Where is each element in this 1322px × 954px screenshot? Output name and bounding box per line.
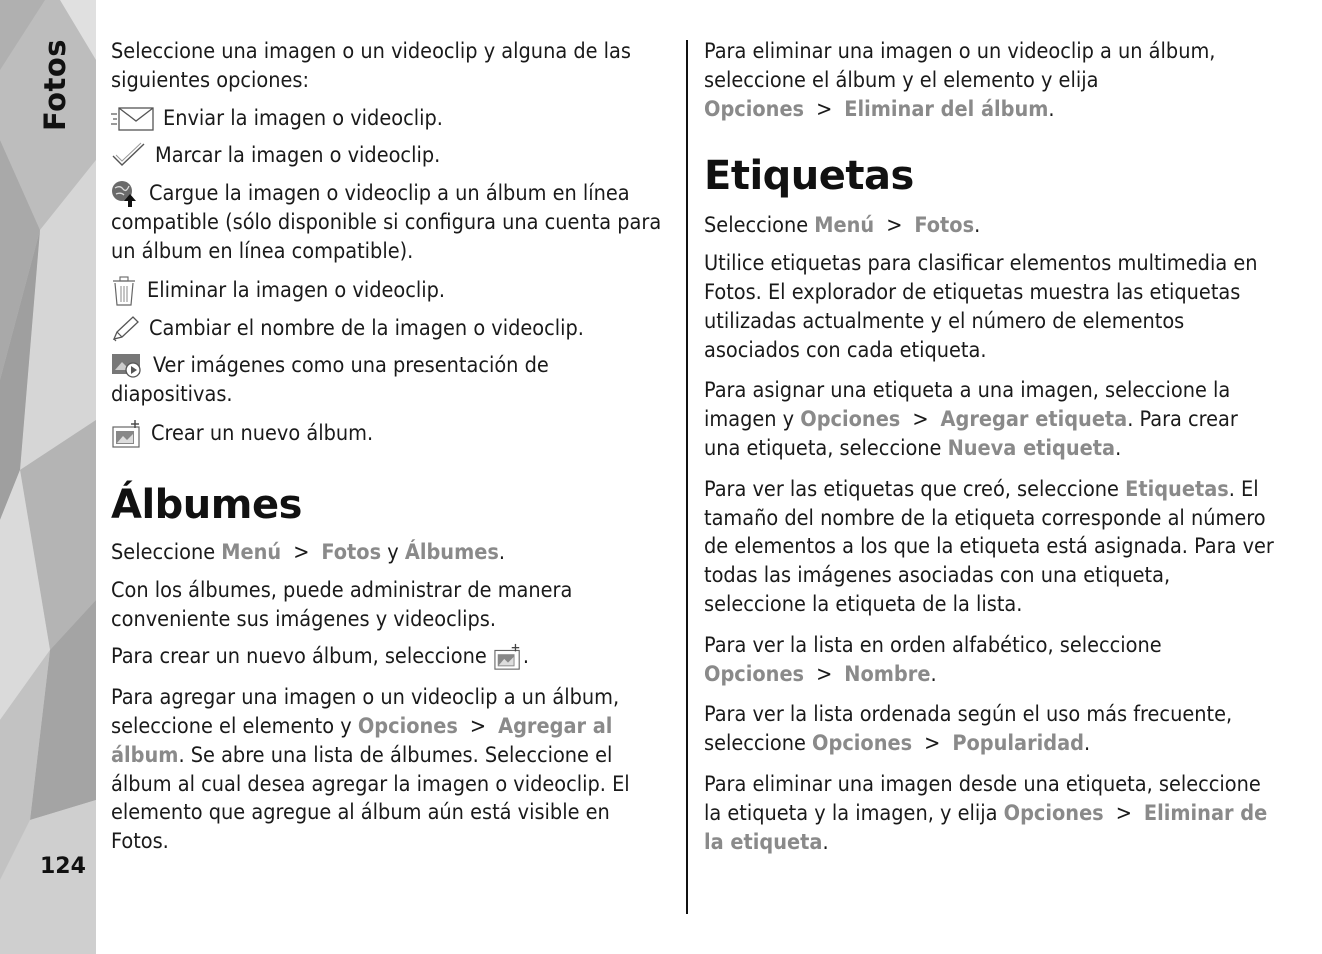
page-number: 124 <box>40 854 86 879</box>
sidebar-pattern <box>0 0 96 954</box>
link-agregar-al-album[interactable]: Agregar al álbum <box>111 713 613 768</box>
popularity-instruction <box>704 701 1274 759</box>
link-opciones[interactable]: Opciones <box>1003 800 1104 826</box>
text-run: . <box>1115 435 1122 461</box>
new-album-icon <box>493 643 523 671</box>
text-run: Para ver la lista ordenada según el uso más frecuente, seleccione <box>704 702 1233 757</box>
text-run: . <box>498 539 506 565</box>
remove-from-album-instruction <box>704 38 1274 124</box>
new-album-icon <box>111 419 143 449</box>
text-run: . <box>822 829 829 855</box>
path-separator: > <box>924 731 941 757</box>
trash-icon <box>111 276 139 306</box>
remove-tag-instruction <box>704 771 1274 857</box>
text-run: Para agregar una imagen o un videoclip a un álbum, seleccione el elemento y <box>111 685 620 739</box>
option-rename-text: Cambiar el nombre de la imagen o videoclip. <box>149 315 584 341</box>
option-send <box>111 105 671 134</box>
text-run: Para ver las etiquetas que creó, seleccione <box>704 476 1126 502</box>
albumes-description: Con los álbumes, puede administrar de manera conveniente sus imágenes y videoclips. <box>111 577 573 632</box>
link-nombre[interactable]: Nombre <box>844 661 931 687</box>
alphabetical-instruction <box>704 632 1274 690</box>
path-separator: > <box>816 661 833 687</box>
albumes-heading: Álbumes <box>111 481 302 528</box>
text-run: Para crear un nuevo álbum, seleccione <box>111 644 493 670</box>
globe-upload-icon <box>111 180 141 208</box>
view-tags-instruction <box>704 476 1274 620</box>
option-upload-text: Cargue la imagen o videoclip a un álbum en línea compatible (sólo disponible si configura una cuenta para un álbum en línea compatible). <box>111 181 662 264</box>
option-delete-text: Eliminar la imagen o videoclip. <box>147 277 446 303</box>
right-column <box>704 38 1274 866</box>
left-column <box>111 38 671 866</box>
etiquetas-heading: Etiquetas <box>704 153 914 200</box>
text-run: . <box>974 213 981 239</box>
assign-tag-instruction <box>704 377 1274 463</box>
option-new-album <box>111 419 671 449</box>
option-delete <box>111 276 671 306</box>
option-mark-text: Marcar la imagen o videoclip. <box>155 143 441 169</box>
option-mark <box>111 142 671 171</box>
slideshow-icon <box>111 352 145 380</box>
link-opciones[interactable]: Opciones <box>812 731 913 757</box>
option-slideshow <box>111 352 671 410</box>
link-nueva-etiqueta[interactable]: Nueva etiqueta <box>947 435 1116 461</box>
envelope-icon <box>111 105 155 133</box>
link-agregar-etiqueta[interactable]: Agregar etiqueta <box>940 407 1128 433</box>
text-run: Seleccione <box>111 539 222 565</box>
link-fotos[interactable]: Fotos <box>321 539 382 565</box>
etiquetas-nav-path <box>704 212 1274 241</box>
albumes-create-instruction <box>111 643 671 672</box>
text-run: Para ver la lista en orden alfabético, seleccione <box>704 632 1162 658</box>
link-fotos[interactable]: Fotos <box>914 213 975 239</box>
section-title: Fotos <box>38 38 73 132</box>
path-separator: > <box>816 96 833 122</box>
link-opciones[interactable]: Opciones <box>357 713 458 739</box>
text-run: Para eliminar una imagen o un videoclip a un álbum, seleccione el álbum y el elemento y elija <box>704 39 1216 93</box>
column-divider <box>686 40 688 914</box>
link-menu[interactable]: Menú <box>814 213 875 239</box>
link-popularidad[interactable]: Popularidad <box>952 731 1085 757</box>
text-run: . <box>1048 96 1055 122</box>
option-rename <box>111 315 671 344</box>
option-slideshow-text: Ver imágenes como una presentación de diapositivas. <box>111 353 549 408</box>
text-run: . Para crear una etiqueta, seleccione <box>704 407 1238 461</box>
path-separator: > <box>912 407 929 433</box>
path-separator: > <box>293 539 310 565</box>
pencil-icon <box>111 315 141 343</box>
text-run: . Se abre una lista de álbumes. Seleccione el álbum al cual desea agregar la imagen o videoclip. El elemento que agregue al álbum aún está visible en Fotos. <box>111 742 630 855</box>
intro-text: Seleccione una imagen o un videoclip y alguna de las siguientes opciones: <box>111 39 631 93</box>
link-opciones[interactable]: Opciones <box>704 96 805 122</box>
path-separator: > <box>469 713 487 739</box>
text-run: . <box>930 661 937 687</box>
option-new-album-text: Crear un nuevo álbum. <box>151 420 374 446</box>
sidebar-band <box>0 0 96 954</box>
link-eliminar-del-album[interactable]: Eliminar del álbum <box>844 96 1049 122</box>
text-run: Para eliminar una imagen desde una etiqueta, seleccione la etiqueta y la imagen, y elija <box>704 771 1261 826</box>
link-etiquetas[interactable]: Etiquetas <box>1125 476 1229 502</box>
link-opciones[interactable]: Opciones <box>800 407 901 433</box>
text-run: . <box>1084 731 1091 757</box>
path-separator: > <box>886 213 903 239</box>
text-run: Seleccione <box>704 213 815 239</box>
text-run: Para asignar una etiqueta a una imagen, seleccione la imagen y <box>704 378 1231 433</box>
link-menu[interactable]: Menú <box>221 539 282 565</box>
option-send-text: Enviar la imagen o videoclip. <box>163 105 443 131</box>
text-run: y <box>381 539 405 565</box>
checkmark-icon <box>111 142 147 170</box>
link-opciones[interactable]: Opciones <box>704 661 805 687</box>
albumes-nav-path <box>111 539 671 568</box>
path-separator: > <box>1115 800 1132 826</box>
text-run: . <box>522 644 530 670</box>
text-run: . El tamaño del nombre de la etiqueta corresponde al número de elementos a los que la etiqueta está asignada. Para ver todas las imágenes asociadas con una etiqueta, seleccione la etiqueta de la lista. <box>704 476 1274 617</box>
option-upload <box>111 180 671 266</box>
link-albumes[interactable]: Álbumes <box>404 539 499 565</box>
link-eliminar-de-la-etiqueta[interactable]: Eliminar de la etiqueta <box>704 800 1268 855</box>
etiquetas-description: Utilice etiquetas para clasificar elementos multimedia en Fotos. El explorador de etiquetas muestra las etiquetas utilizadas actualmente y el número de elementos asociados con cada etiqueta. <box>704 251 1258 363</box>
albumes-add-instruction <box>111 684 671 857</box>
